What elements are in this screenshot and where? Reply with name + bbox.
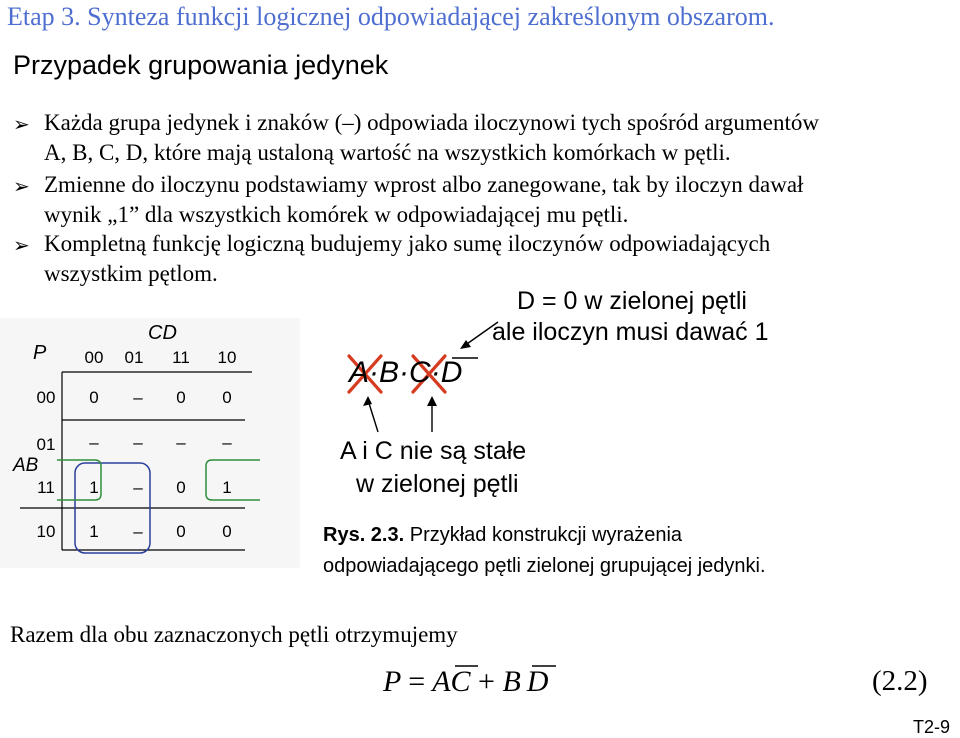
kmap-col-header: 00	[84, 348, 104, 367]
kmap-cell: –	[222, 433, 232, 452]
kmap-cell: 0	[176, 478, 186, 497]
expr-dot: ·	[430, 356, 441, 389]
arrow-bullet-icon: ➢	[13, 114, 30, 136]
section-subtitle: Przypadek grupowania jedynek	[13, 50, 389, 80]
kmap-cell: –	[133, 433, 143, 452]
product-expression	[349, 356, 462, 390]
kmap-grid	[20, 372, 252, 550]
kmap-cell: –	[89, 433, 99, 452]
kmap-cell: 1	[89, 478, 99, 497]
eq-plus: +	[478, 665, 495, 698]
kmap-col-header: 01	[124, 348, 144, 367]
caption-text-1: Przykład konstrukcji wyrażenia	[404, 524, 683, 546]
kmap-col-header: 11	[172, 348, 190, 367]
expr-D: D	[440, 356, 463, 389]
expr-dot: ·	[399, 356, 410, 389]
arrowhead-icon	[363, 396, 372, 406]
kmap-col-header: 10	[217, 348, 237, 367]
bullet-1-line-2: A, B, C, D, które mają ustaloną wartość na wszystkich komórkach w pętli.	[44, 140, 731, 165]
kmap-cell: 0	[176, 388, 186, 407]
annotation-ac-line-2: w zielonej pętli	[356, 470, 519, 498]
kmap-row-header: 00	[36, 388, 56, 407]
kmap-row-header: 10	[36, 522, 56, 541]
kmap-cell: 0	[222, 522, 232, 541]
kmap-cell: 0	[222, 388, 232, 407]
kmap-row-header: 01	[36, 435, 56, 454]
bullet-2-line-1: Zmienne do iloczynu podstawiamy wprost albo zanegowane, tak by iloczyn dawał	[44, 172, 804, 197]
final-equation	[383, 665, 548, 699]
kmap-cell: –	[176, 433, 186, 452]
expr-A: A	[349, 356, 370, 389]
kmap-cell: –	[133, 478, 143, 497]
bullet-3-line-1: Kompletną funkcję logiczną budujemy jako sumę iloczynów odpowiadających	[44, 231, 771, 256]
eq-t2b: D	[526, 665, 549, 698]
kmap-row-var: AB	[13, 455, 39, 476]
annotation-ac-line-1: A i C nie są stałe	[340, 437, 527, 465]
kmap-cell: 1	[222, 478, 232, 497]
expr-dot: ·	[369, 356, 380, 389]
expr-B: B	[379, 356, 400, 389]
arrow-bullet-icon: ➢	[13, 176, 30, 198]
eq-t2a: B	[502, 665, 521, 698]
bullet-1-line-1: Każda grupa jedynek i znaków (–) odpowiada iloczynowi tych spośród argumentów	[44, 110, 819, 135]
caption-label: Rys. 2.3.	[323, 524, 405, 546]
kmap-cell: 0	[176, 522, 186, 541]
arrow-bullet-icon: ➢	[13, 235, 30, 257]
eq-t1b: C	[450, 665, 471, 698]
kmap-row-header: 11	[37, 478, 55, 497]
eq-equals: =	[408, 665, 426, 698]
page-number: T2-9	[913, 717, 951, 737]
kmap-cell: 1	[89, 522, 99, 541]
kmap-loop-green-right	[206, 460, 260, 500]
kmap-output-label: P	[33, 342, 47, 364]
figure-caption-line-2: odpowiadającego pętli zielonej grupującej jedynki.	[323, 555, 766, 577]
expr-C: C	[409, 356, 431, 389]
annotation-d-line-2: ale iloczyn musi dawać 1	[492, 318, 769, 346]
summary-text: Razem dla obu zaznaczonych pętli otrzymujemy	[10, 622, 458, 647]
kmap-cell: –	[133, 388, 143, 407]
annotation-d-text: D = 0 w zielonej pętli	[517, 287, 747, 315]
bullet-3-line-2: wszystkim pętlom.	[44, 261, 218, 286]
annotation-d-line-1	[517, 287, 747, 316]
kmap-cell: 0	[89, 388, 99, 407]
bullet-2-line-2: wynik „1” dla wszystkich komórek w odpowiadającej mu pętli.	[44, 202, 629, 227]
figure-caption-line-1	[323, 524, 682, 547]
eq-lhs: P	[383, 665, 401, 698]
arrowhead-icon	[460, 340, 471, 349]
kmap-col-var: CD	[148, 322, 177, 344]
kmap-cell: –	[133, 522, 143, 541]
eq-t1a: A	[432, 665, 451, 698]
equation-number: (2.2)	[872, 665, 928, 697]
page-title: Etap 3. Synteza funkcji logicznej odpowiadającej zakreślonym obszarom.	[7, 2, 775, 31]
arrow-to-A	[368, 400, 378, 432]
kmap-loop-green-left	[57, 460, 101, 500]
arrowhead-icon	[427, 396, 437, 406]
